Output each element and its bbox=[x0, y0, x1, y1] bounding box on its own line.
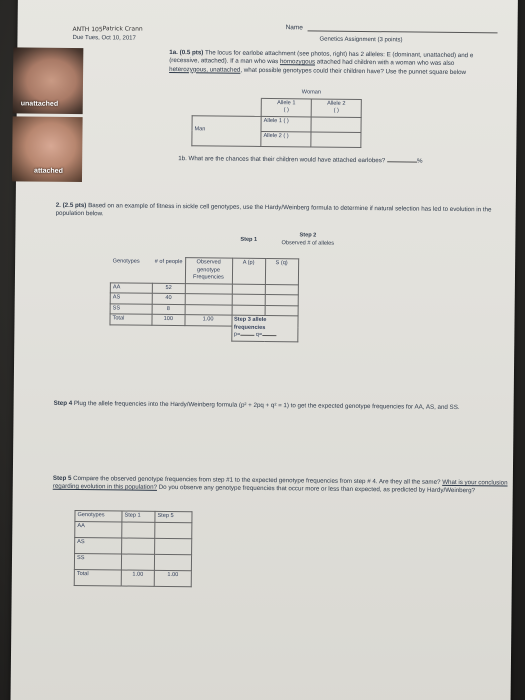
assignment-title: Genetics Assignment (3 points) bbox=[319, 36, 403, 44]
genotype-table: Genotypes # of people Observed genotype Frequencies A (p) S (q) AA 52 AS 40 SS 8 Total 100 1.00 Step 3 allele frequencies p= q= bbox=[109, 256, 298, 342]
punnett-square: Woman Allele 1 ( ) Allele 2 ( ) Man Allele 1 ( ) Allele 2 ( ) bbox=[191, 87, 362, 147]
table-row: Total 100 1.00 Step 3 allele frequencies p= q= bbox=[110, 314, 298, 327]
table-row: AA bbox=[75, 521, 192, 538]
step5-instructions: Step 5 Compare the observed genotype frequencies from step #1 to the expected genotype frequencies from step # 4. Are they all the same? What is your conclusion regarding evolution in this population? Do you observe any genotype frequencies that occur more or less than expected, as predicted by Hardy/Weinberg? bbox=[52, 474, 508, 495]
step2-header: Step 2 Observed # of alleles bbox=[281, 232, 335, 247]
due-date: Due Tues, Oct 10, 2017 bbox=[72, 34, 136, 42]
man-label: Man bbox=[194, 126, 206, 133]
name-line bbox=[308, 30, 498, 33]
course-code: ANTH 105 bbox=[72, 25, 103, 34]
punnett-cell[interactable] bbox=[311, 132, 361, 148]
attached-earlobe-photo: attached bbox=[12, 116, 83, 182]
question-1a: 1a. (0.5 pts) The locus for earlobe attachment (see photos, right) has 2 alleles: E (dominant, unattached) and e (recessive, attached). If a man who was homozygous attached had children with a woman who was also heterozygous, unattached, what possible genotypes could their children have? Use the punnet square below bbox=[169, 48, 474, 76]
name-label: Name bbox=[285, 24, 303, 32]
question-1b: 1b. What are the chances that their children would have attached earlobes? % bbox=[178, 155, 423, 165]
table-row: AS 40 bbox=[110, 293, 298, 306]
step1-label: Step 1 bbox=[240, 236, 258, 243]
comparison-table: Genotypes Step 1 Step 5 AA AS SS Total 1.00 1.00 bbox=[74, 510, 193, 587]
answer-blank[interactable] bbox=[387, 161, 417, 162]
table-row: Total 1.00 1.00 bbox=[74, 569, 191, 586]
table-row: SS 8 bbox=[110, 304, 298, 317]
woman-header: Woman bbox=[261, 88, 361, 99]
punnett-cell[interactable] bbox=[311, 117, 361, 133]
worksheet-paper bbox=[10, 0, 518, 700]
student-name: Patrick Crann bbox=[102, 25, 143, 33]
question-2: 2. (2.5 pts) Based on an example of fitness in sickle cell genotypes, use the Hardy/Weinberg formula to determine if natural selection has led to evolution in the population below. bbox=[55, 201, 492, 218]
table-row: AA 52 bbox=[110, 283, 298, 296]
table-row: AS bbox=[75, 537, 192, 554]
step4-instructions: Step 4 Plug the allele frequencies into the Hardy/Weinberg formula (p² + 2pq + q² = 1) to get the expected genotype frequencies for AA, AS, and SS. bbox=[53, 399, 460, 412]
unattached-earlobe-photo: unattached bbox=[13, 47, 84, 114]
table-row: SS bbox=[74, 553, 191, 570]
